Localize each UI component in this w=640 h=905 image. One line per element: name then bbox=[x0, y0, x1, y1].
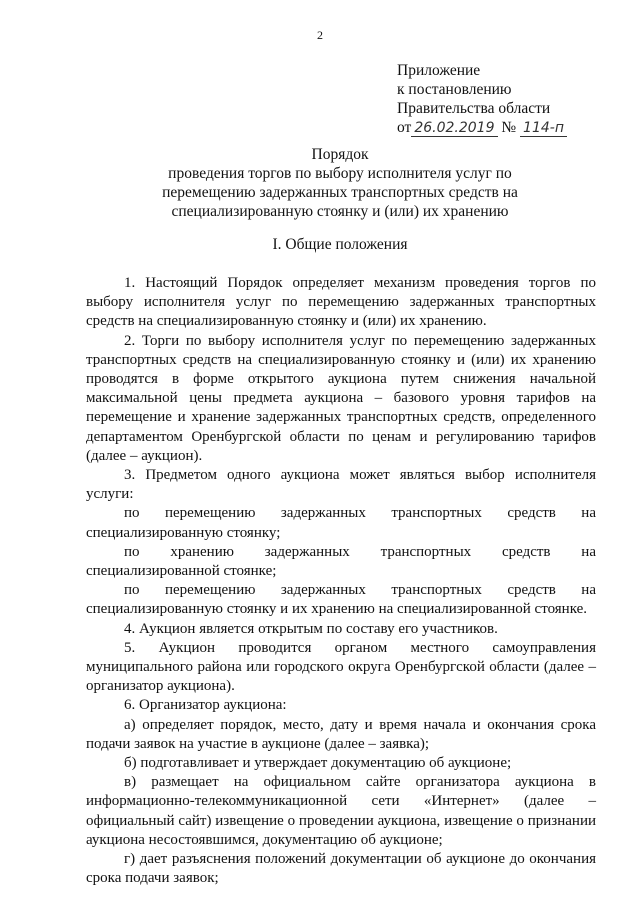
appendix-title: Приложение bbox=[397, 62, 481, 79]
paragraph-3-item-1: по перемещению задержанных транспортных средств на специализированную стоянку; bbox=[86, 505, 596, 541]
handwritten-date: 26.02.2019 bbox=[411, 121, 497, 137]
title-line-2: проведения торгов по выбору исполнителя услуг по bbox=[168, 165, 512, 182]
page-number: 2 bbox=[317, 28, 323, 42]
document-title bbox=[0, 145, 640, 221]
paragraph-6-item-g: г) дает разъяснения положений документации об аукционе до окончания срока подачи заявок; bbox=[86, 851, 596, 887]
section-heading: I. Общие положения bbox=[272, 236, 408, 253]
paragraph-1: 1. Настоящий Порядок определяет механизм проведения торгов по выбору исполнителя услуг по перемещению задержанных транспортных средств на специализированную стоянку и (или) их хранению. bbox=[86, 275, 596, 330]
handwritten-number: 114-п bbox=[520, 121, 567, 137]
appendix-header bbox=[397, 61, 627, 137]
paragraph-5: 5. Аукцион проводится органом местного самоуправления муниципального района или городского округа Оренбургской области (далее – организатор аукциона). bbox=[86, 639, 596, 695]
paragraph-3-item-2: по хранению задержанных транспортных средств на специализированной стоянке; bbox=[86, 543, 596, 580]
appendix-date-number bbox=[397, 118, 627, 137]
paragraph-6-item-b: б) подготавливает и утверждает документацию об аукционе; bbox=[124, 755, 512, 772]
paragraph-6: 6. Организатор аукциона: bbox=[124, 697, 287, 714]
date-prefix: от bbox=[397, 119, 412, 136]
title-line-1: Порядок bbox=[311, 146, 369, 163]
paragraph-6-item-v: в) размещает на официальном сайте организатора аукциона в информационно-телекоммуникационной сети «Интернет» (далее – официальный сайт) извещение о проведении аукциона, извещение о признании аукциона несостоявшимся, документацию об аукционе; bbox=[86, 774, 596, 848]
title-line-4: специализированную стоянку и (или) их хранению bbox=[171, 203, 509, 220]
paragraph-3: 3. Предметом одного аукциона может являться выбор исполнителя услуги: bbox=[86, 467, 596, 503]
number-sign: № bbox=[501, 119, 517, 136]
paragraph-2: 2. Торги по выбору исполнителя услуг по перемещению задержанных транспортных средств на специализированную стоянку и (или) их хранению проводятся в форме открытого аукциона путем снижения начальной максимальной цены предмета аукциона – базового уровня тарифов на перемещение и хранение задержанных транспортных средств, определенного департаментом Оренбургской области по ценам и регулированию тарифов (далее – аукцион). bbox=[86, 332, 596, 464]
paragraph-3-item-3: по перемещению задержанных транспортных средств на специализированную стоянку и их хранению на специализированной стоянке. bbox=[86, 582, 596, 618]
title-line-3: перемещению задержанных транспортных средств на bbox=[162, 184, 518, 201]
paragraph-4: 4. Аукцион является открытым по составу его участников. bbox=[124, 620, 498, 637]
appendix-reference: к постановлению bbox=[397, 81, 512, 98]
document-body bbox=[86, 274, 596, 889]
appendix-authority: Правительства области bbox=[397, 100, 551, 117]
paragraph-6-item-a: а) определяет порядок, место, дату и время начала и окончания срока подачи заявок на участие в аукционе (далее – заявка); bbox=[86, 716, 596, 752]
